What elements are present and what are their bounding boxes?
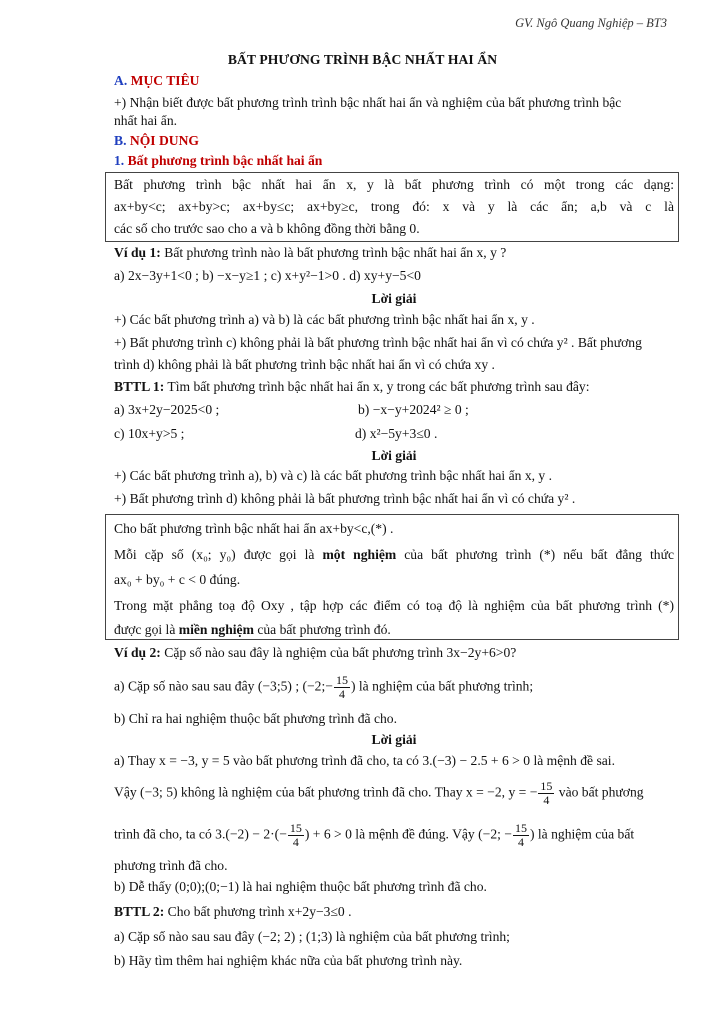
page-title: BẤT PHƯƠNG TRÌNH BẬC NHẤT HAI ẨN: [227, 52, 498, 67]
example-1-question: [114, 244, 674, 261]
example-1-solution-1: +) Các bất phương trình a) và b) là các bất phương trình bậc nhất hai ẩn x, y .: [114, 312, 535, 327]
example-2-part-a: [114, 674, 674, 701]
box2-line-5: [114, 621, 674, 638]
exercise-2-part-b: b) Hãy tìm thêm hai nghiệm khác nữa của bất phương trình này.: [114, 953, 463, 968]
example-1-label: Ví dụ 1:: [114, 245, 161, 260]
example-1-text: Bất phương trình nào là bất phương trình bậc nhất hai ẩn x, y ?: [164, 245, 507, 260]
subsection-1-heading: [114, 152, 674, 169]
exercise-1-label: BTTL 1:: [114, 379, 165, 394]
exercise-2-text: Cho bất phương trình x+2y−3≤0 .: [167, 904, 352, 919]
example-2-solution-5: b) Dễ thấy (0;0);(0;−1) là hai nghiệm thuộc bất phương trình đã cho.: [114, 879, 487, 894]
example-2-solution-heading: Lời giải: [371, 732, 417, 747]
definition-line-2: ax+by<c; ax+by>c; ax+by≤c; ax+by≥c, trong đó: x và y là các ẩn; a,b và c là: [114, 199, 674, 214]
exercise-1-option-c: c) 10x+y>5 ;: [114, 426, 185, 441]
example-2-solution-3-post: ) là nghiệm của bất: [529, 826, 635, 842]
example-2-solution-3-pre: trình đã cho, ta có 3.(−2) − 2·(−: [114, 826, 287, 842]
exercise-2-label: BTTL 2:: [114, 904, 165, 919]
example-1-options: a) 2x−3y+1<0 ; b) −x−y≥1 ; c) x+y²−1>0 . d) xy+y−5<0: [114, 268, 421, 283]
box2-term-mien-nghiem: miền nghiệm: [178, 622, 254, 637]
fraction-15-4: [513, 822, 529, 849]
exercise-2-part-a: a) Cặp số nào sau sau đây (−2; 2) ; (1;3) là nghiệm của bất phương trình;: [114, 929, 510, 944]
fraction-numerator: 15: [514, 821, 527, 835]
example-2-label: Ví dụ 2:: [114, 645, 161, 660]
objective-line-2: nhất hai ẩn.: [114, 113, 178, 128]
fraction-numerator: 15: [289, 821, 302, 835]
example-2-part-a-pre: a) Cặp số nào sau sau đây (−3;5) ; (−2;−: [114, 678, 333, 694]
fraction-numerator: 15: [540, 779, 553, 793]
example-2-solution-3-mid: ) + 6 > 0 là mệnh đề đúng. Vậy (−2; −: [304, 826, 512, 842]
box2-line-2-post: của bất phương trình (*) nếu bất đẳng thức: [396, 547, 674, 562]
section-b-heading: [114, 132, 674, 149]
section-a-label: A.: [114, 73, 128, 88]
box2-line-5-pre: được gọi là: [114, 622, 179, 637]
example-2-solution-4: phương trình đã cho.: [114, 858, 228, 873]
box2-term-nghiem: một nghiệm: [322, 547, 397, 562]
definition-line-1: Bất phương trình bậc nhất hai ẩn x, y là bất phương trình có một trong các dạng:: [114, 177, 674, 192]
example-2-text: Cặp số nào sau đây là nghiệm của bất phương trình 3x−2y+6>0?: [164, 645, 517, 660]
definition-line-3: các số cho trước sao cho a và b không đồng thời bằng 0.: [114, 221, 420, 236]
page-header: GV. Ngô Quang Nghiệp – BT3: [515, 16, 667, 30]
example-2-question: [114, 644, 674, 661]
exercise-1-text: Tìm bất phương trình bậc nhất hai ẩn x, y trong các bất phương trình sau đây:: [167, 379, 590, 394]
box2-line-2: [114, 546, 674, 563]
fraction-denominator: 4: [543, 793, 550, 807]
box2-line-5-post: của bất phương trình đó.: [253, 622, 391, 637]
fraction-numerator: 15: [335, 673, 348, 687]
box2-line-3: ax₀ + by₀ + c < 0 đúng.: [114, 572, 241, 587]
section-a-title: MỤC TIÊU: [130, 73, 200, 88]
example-1-solution-3: trình d) không phải là bất phương trình bậc nhất hai ẩn vì có chứa xy .: [114, 357, 495, 372]
exercise-1-solution-heading: Lời giải: [371, 448, 417, 463]
exercise-1-option-d: d) x²−5y+3≤0 .: [355, 426, 438, 441]
box2-line-2-pre: Mỗi cặp số (x₀; y₀) được gọi là: [114, 547, 323, 562]
objective-line-1: +) Nhận biết được bất phương trình trình bậc nhất hai ẩn và nghiệm của bất phương trình bậc: [114, 95, 622, 110]
fraction-denominator: 4: [292, 835, 299, 849]
example-2-solution-2: [114, 780, 674, 807]
subsection-1-label: 1.: [114, 153, 125, 168]
fraction-15-4: [538, 780, 554, 807]
example-1-solution-2: +) Bất phương trình c) không phải là bất phương trình bậc nhất hai ẩn vì có chứa y² . Bất phương: [114, 335, 642, 350]
box2-line-4: Trong mặt phẳng toạ độ Oxy , tập hợp các điểm có toạ độ là nghiệm của bất phương trình (*): [114, 598, 674, 613]
example-2-solution-3: [114, 822, 674, 849]
section-b-label: B.: [114, 133, 127, 148]
example-2-solution-2-post: vào bất phương: [555, 784, 644, 800]
example-2-part-b: b) Chỉ ra hai nghiệm thuộc bất phương trình đã cho.: [114, 711, 397, 726]
fraction-denominator: 4: [517, 835, 524, 849]
subsection-1-title: Bất phương trình bậc nhất hai ẩn: [127, 153, 323, 168]
fraction-15-4: [288, 822, 304, 849]
exercise-1-option-a: a) 3x+2y−2025<0 ;: [114, 402, 220, 417]
exercise-1-solution-1: +) Các bất phương trình a), b) và c) là các bất phương trình bậc nhất hai ẩn x, y .: [114, 468, 553, 483]
exercise-1-question: [114, 378, 674, 395]
example-1-solution-heading: Lời giải: [371, 291, 417, 306]
section-b-title: NỘI DUNG: [129, 133, 199, 148]
section-a-heading: [114, 72, 674, 89]
exercise-1-option-b: b) −x−y+2024² ≥ 0 ;: [358, 402, 469, 417]
example-2-part-a-post: ) là nghiệm của bất phương trình;: [350, 678, 534, 694]
exercise-2-question: [114, 903, 674, 920]
example-2-solution-1: a) Thay x = −3, y = 5 vào bất phương trình đã cho, ta có 3.(−3) − 2.5 + 6 > 0 là mệnh đề sai.: [114, 753, 615, 768]
fraction-denominator: 4: [338, 687, 345, 701]
fraction-15-4: [334, 674, 350, 701]
example-2-solution-2-pre: Vậy (−3; 5) không là nghiệm của bất phương trình đã cho. Thay x = −2, y = −: [114, 784, 538, 800]
box2-line-1: Cho bất phương trình bậc nhất hai ẩn ax+by<c,(*) .: [114, 521, 394, 536]
exercise-1-solution-2: +) Bất phương trình d) không phải là bất phương trình bậc nhất hai ẩn vì có chứa y² .: [114, 491, 576, 506]
